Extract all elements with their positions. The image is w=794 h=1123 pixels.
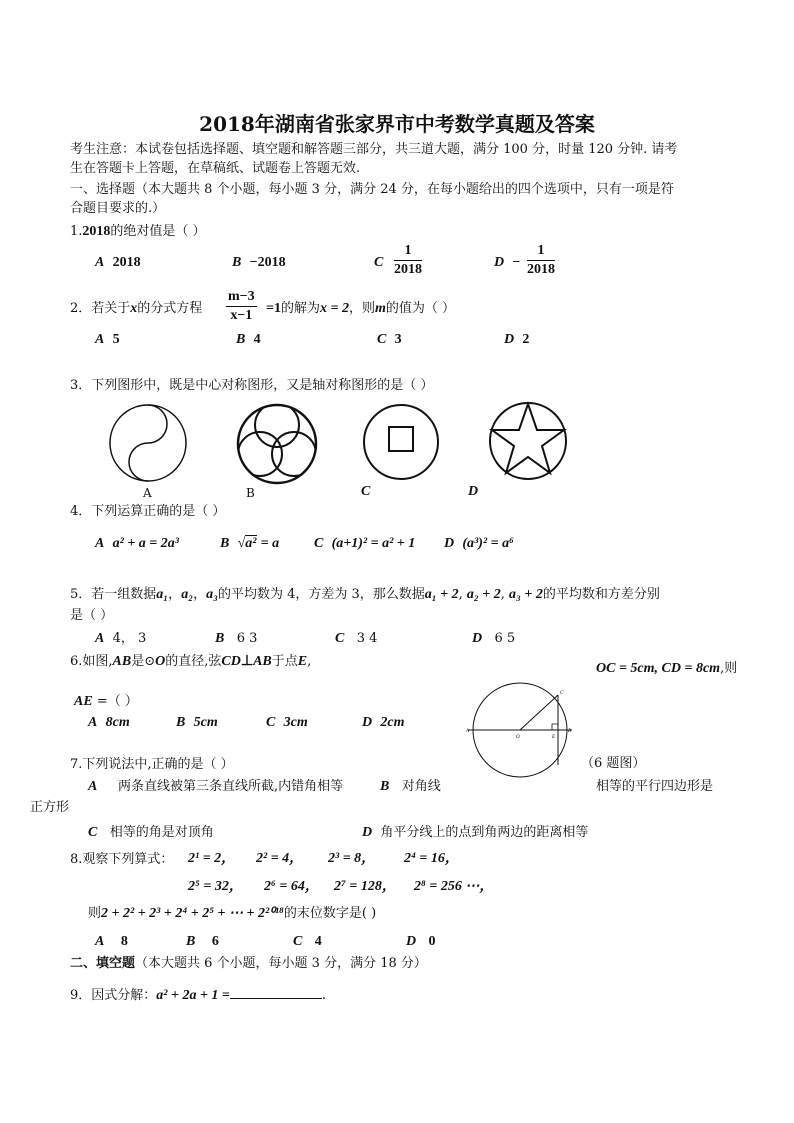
- q7-option-a: A 两条直线被第三条直线所截,内错角相等: [88, 779, 344, 794]
- q9-stem: 9．因式分解：a² + 2a + 1 = .: [70, 988, 327, 1003]
- q8-row2-item4: 2⁸ = 256 ⋯，: [414, 879, 494, 894]
- section1-heading-cont: 合题目要求的.）: [70, 201, 166, 216]
- q7-stem: 7.下列说法中,正确的是（ ）: [70, 757, 234, 772]
- q8-question: 则2 + 2² + 2³ + 2⁴ + 2⁵ + ⋯ + 2²⁰¹⁸的末位数字是( ): [88, 906, 377, 921]
- page-title: 2018年湖南省张家界市中考数学真题及答案: [199, 112, 595, 136]
- q1-option-c-label: C: [374, 255, 384, 270]
- q6-stem: 6.如图,AB是⊙O的直径,弦CD⊥AB于点E,: [70, 654, 312, 669]
- q2-option-c: C 3: [377, 332, 402, 347]
- q8-option-c: C 4: [293, 934, 322, 949]
- q4-option-c: C (a+1)² = a² + 1: [314, 536, 416, 551]
- q8-row1-item3: 2³ = 8，: [328, 851, 376, 866]
- q3-figure-b-three-arcs: [236, 403, 318, 485]
- q6-option-c: C 3cm: [266, 715, 308, 730]
- q6-option-b: B 5cm: [176, 715, 218, 730]
- q3-figure-a-yinyang: [108, 403, 188, 483]
- q6-fig-label-a: A: [466, 729, 470, 734]
- q2-option-d: D 2: [504, 332, 530, 347]
- q4-option-a: A a² + a = 2a³: [95, 536, 179, 551]
- q2-option-b: B 4: [236, 332, 261, 347]
- q6-given-values: OC = 5cm, CD = 8cm,则: [596, 661, 738, 676]
- q7-option-d: D 角平分线上的点到角两边的距离相等: [362, 825, 589, 840]
- q8-row1-item2: 2² = 4，: [256, 851, 304, 866]
- q5-stem-cont: 是（ ）: [70, 608, 114, 623]
- q6-fig-label-b: B: [568, 729, 572, 734]
- q6-option-d: D 2cm: [362, 715, 405, 730]
- q4-option-d: D (a³)² = a⁶: [444, 536, 514, 551]
- q1-option-b: B −2018: [232, 255, 286, 270]
- q1-option-c-fraction: $\frac{1}{2018}$: [394, 243, 422, 277]
- q1-stem: 1.2018的绝对值是（ ）: [70, 224, 206, 239]
- q3-label-b: B: [246, 486, 255, 500]
- q8-row2-item2: 2⁶ = 64，: [264, 879, 319, 894]
- q3-label-a: A: [143, 486, 152, 500]
- notice-line-2: 生在答题卡上答题，在草稿纸、试题卷上答题无效.: [70, 161, 361, 176]
- q2-fraction: $\frac{m-3}{x-1}$: [228, 289, 255, 323]
- q8-option-b: B 6: [186, 934, 219, 949]
- q5-option-c: C 3 4: [335, 631, 378, 646]
- q3-label-d: D: [468, 484, 479, 499]
- section1-heading: 一、选择题（本大题共 8 个小题，每小题 3 分，满分 24 分，在每小题给出的四个选项中，只有一项是符: [70, 182, 674, 197]
- q2-stem-end: =1的解为x = 2，则m的值为（ ）: [266, 301, 456, 316]
- q8-row1-item1: 2¹ = 2，: [188, 851, 236, 866]
- q8-option-d: D 0: [406, 934, 436, 949]
- section2-heading: 二、填空题（本大题共 6 个小题，每小题 3 分，满分 18 分）: [70, 956, 427, 971]
- q7-option-c: C 相等的角是对顶角: [88, 825, 214, 840]
- notice-line-1: 考生注意：本试卷包括选择题、填空题和解答题三部分，共三道大题，满分 100 分，时量 120 分钟. 请考: [70, 142, 678, 157]
- q1-option-d-label: D −: [494, 255, 521, 270]
- q8-row2-item3: 2⁷ = 128，: [334, 879, 396, 894]
- q1-option-a: A 2018: [95, 255, 141, 270]
- q8-stem: 8.观察下列算式：: [70, 852, 174, 867]
- q3-stem: 3．下列图形中，既是中心对称图形，又是轴对称图形的是（ ）: [70, 378, 434, 393]
- q1-option-d-fraction: $\frac{1}{2018}$: [527, 243, 555, 277]
- q6-circle-figure: [468, 682, 578, 778]
- q6-fig-label-o: O: [516, 735, 520, 740]
- q8-row2-item1: 2⁵ = 32，: [188, 879, 243, 894]
- q3-label-c: C: [361, 484, 371, 499]
- q4-stem: 4．下列运算正确的是（ ）: [70, 504, 226, 519]
- q2-stem-start: 2．若关于x的分式方程: [70, 301, 203, 316]
- q7-option-b-wrap: 正方形: [30, 800, 70, 815]
- q6-question: AE =（ ）: [74, 694, 138, 709]
- q3-figure-d-star-in-circle: [488, 401, 568, 481]
- q8-row1-item4: 2⁴ = 16，: [404, 851, 459, 866]
- q5-option-d: D 6 5: [472, 631, 516, 646]
- q7-option-b: B 对角线: [380, 779, 441, 794]
- q6-figure-caption: （6 题图）: [581, 756, 646, 771]
- q4-option-b: B √a² = a: [220, 536, 280, 551]
- q2-option-a: A 5: [95, 332, 120, 347]
- q7-option-b-cont: 相等的平行四边形是: [596, 779, 714, 794]
- q3-figure-c-square-in-circle: [362, 403, 440, 481]
- q5-option-b: B 6 3: [215, 631, 258, 646]
- q8-option-a: A 8: [95, 934, 128, 949]
- q5-stem: 5．若一组数据a₁，a₂，a₃的平均数为 4，方差为 3，那么数据a₁ + 2, a₂ + 2, a₃ + 2的平均数和方差分别: [70, 587, 660, 602]
- q6-option-a: A 8cm: [88, 715, 130, 730]
- q9-answer-blank[interactable]: [230, 986, 322, 999]
- q6-fig-label-e: E: [552, 735, 556, 740]
- q5-option-a: A 4， 3: [95, 631, 147, 646]
- q6-fig-label-c: C: [560, 691, 564, 696]
